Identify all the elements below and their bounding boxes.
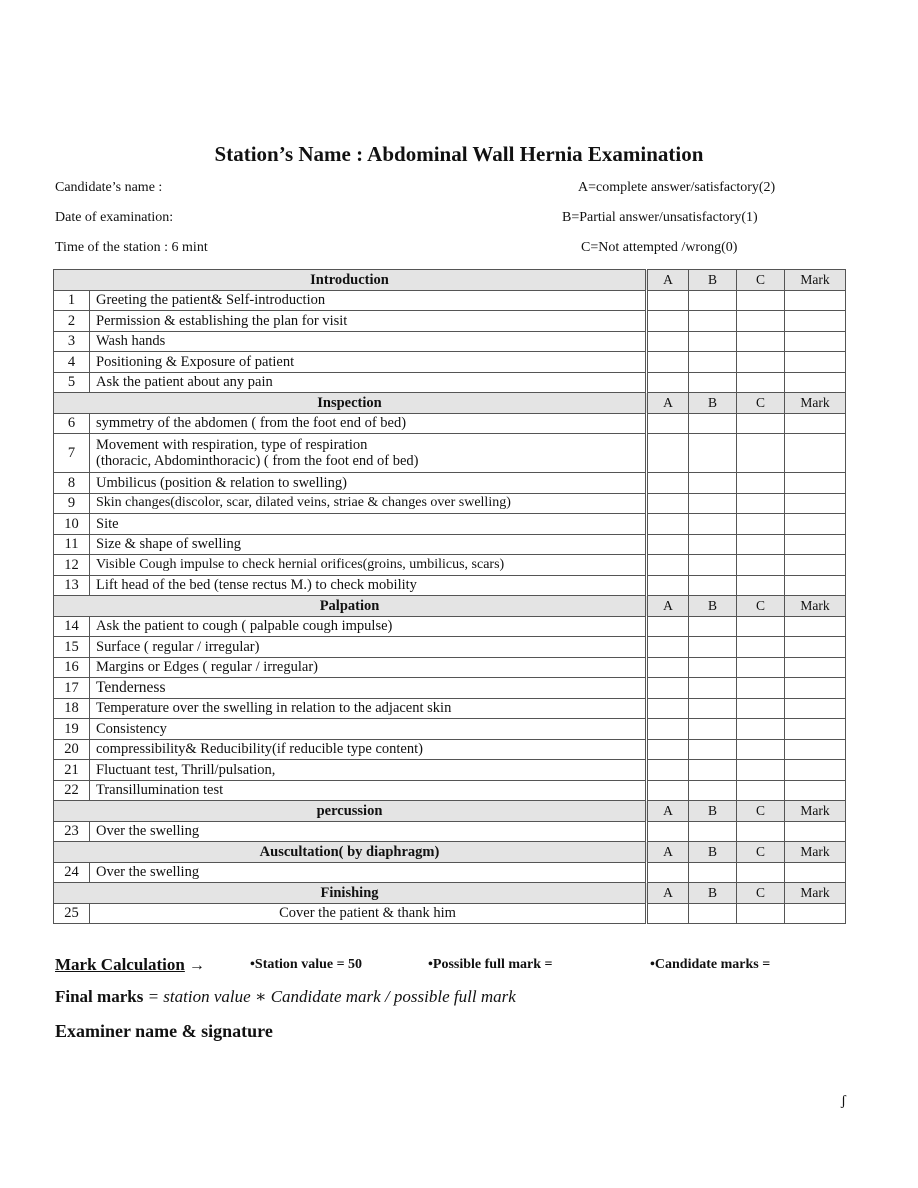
mark-cell[interactable] bbox=[785, 698, 846, 719]
mark-calculation bbox=[55, 955, 771, 975]
score-b-cell[interactable] bbox=[689, 331, 737, 352]
table-row bbox=[54, 862, 846, 883]
item-text: Lift head of the bed (tense rectus M.) to check mobility bbox=[90, 575, 647, 596]
table-row bbox=[54, 719, 846, 740]
item-number: 12 bbox=[54, 555, 90, 576]
score-b-cell[interactable] bbox=[689, 473, 737, 494]
candidate-marks: •Candidate marks = bbox=[650, 957, 771, 972]
col-b-header: B bbox=[689, 270, 737, 291]
item-number: 25 bbox=[54, 903, 90, 924]
item-text: Over the swelling bbox=[90, 862, 647, 883]
score-c-cell[interactable] bbox=[737, 352, 785, 373]
mark-cell[interactable] bbox=[785, 413, 846, 434]
table-row bbox=[54, 290, 846, 311]
table-row bbox=[54, 555, 846, 576]
item-number: 10 bbox=[54, 514, 90, 535]
mark-cell[interactable] bbox=[785, 719, 846, 740]
col-mark-header: Mark bbox=[785, 883, 846, 904]
col-mark-header: Mark bbox=[785, 393, 846, 414]
item-number: 14 bbox=[54, 616, 90, 637]
score-b-cell[interactable] bbox=[689, 311, 737, 332]
item-text-line-1: Movement with respiration, type of respiration bbox=[96, 437, 368, 453]
col-mark-header: Mark bbox=[785, 596, 846, 617]
score-b-cell[interactable] bbox=[689, 698, 737, 719]
item-text-multiline bbox=[90, 434, 647, 473]
mark-cell[interactable] bbox=[785, 493, 846, 514]
item-number: 1 bbox=[54, 290, 90, 311]
mark-cell[interactable] bbox=[785, 372, 846, 393]
col-c-header: C bbox=[737, 883, 785, 904]
score-a-cell[interactable] bbox=[647, 555, 689, 576]
item-number: 21 bbox=[54, 760, 90, 781]
score-c-cell[interactable] bbox=[737, 719, 785, 740]
page-mark: ʃ bbox=[841, 1093, 846, 1109]
mark-cell[interactable] bbox=[785, 616, 846, 637]
item-text: Surface ( regular / irregular) bbox=[90, 637, 647, 658]
mark-cell[interactable] bbox=[785, 862, 846, 883]
candidate-name-label: Candidate’s name : bbox=[55, 180, 163, 195]
item-text: Site bbox=[90, 514, 647, 535]
score-c-cell[interactable] bbox=[737, 657, 785, 678]
score-c-cell[interactable] bbox=[737, 514, 785, 535]
item-text: Skin changes(discolor, scar, dilated veins, striae & changes over swelling) bbox=[90, 493, 647, 514]
section-header-percussion bbox=[54, 801, 846, 822]
score-b-cell[interactable] bbox=[689, 514, 737, 535]
item-text: Transillumination test bbox=[90, 780, 647, 801]
col-c-header: C bbox=[737, 801, 785, 822]
col-mark-header: Mark bbox=[785, 270, 846, 291]
score-b-cell[interactable] bbox=[689, 555, 737, 576]
item-number: 11 bbox=[54, 534, 90, 555]
col-b-header: B bbox=[689, 842, 737, 863]
score-b-cell[interactable] bbox=[689, 413, 737, 434]
score-c-cell[interactable] bbox=[737, 372, 785, 393]
score-a-cell[interactable] bbox=[647, 413, 689, 434]
col-mark-header: Mark bbox=[785, 842, 846, 863]
item-number: 24 bbox=[54, 862, 90, 883]
item-text: Visible Cough impulse to check hernial orifices(groins, umbilicus, scars) bbox=[90, 555, 647, 576]
score-a-cell[interactable] bbox=[647, 637, 689, 658]
score-c-cell[interactable] bbox=[737, 903, 785, 924]
score-b-cell[interactable] bbox=[689, 719, 737, 740]
col-c-header: C bbox=[737, 596, 785, 617]
section-title: Finishing bbox=[54, 883, 647, 904]
section-title: Palpation bbox=[54, 596, 647, 617]
item-text: Size & shape of swelling bbox=[90, 534, 647, 555]
score-b-cell[interactable] bbox=[689, 372, 737, 393]
item-number: 5 bbox=[54, 372, 90, 393]
table-row bbox=[54, 331, 846, 352]
item-text: Cover the patient & thank him bbox=[90, 903, 647, 924]
item-number: 3 bbox=[54, 331, 90, 352]
table-row bbox=[54, 372, 846, 393]
score-c-cell[interactable] bbox=[737, 780, 785, 801]
score-a-cell[interactable] bbox=[647, 719, 689, 740]
item-text: Ask the patient to cough ( palpable cough impulse) bbox=[90, 616, 647, 637]
score-b-cell[interactable] bbox=[689, 739, 737, 760]
date-label: Date of examination: bbox=[55, 210, 174, 225]
table-row bbox=[54, 616, 846, 637]
score-c-cell[interactable] bbox=[737, 739, 785, 760]
grade-a-legend: A=complete answer/satisfactory(2) bbox=[578, 180, 776, 195]
score-c-cell[interactable] bbox=[737, 862, 785, 883]
mark-cell[interactable] bbox=[785, 903, 846, 924]
col-b-header: B bbox=[689, 596, 737, 617]
score-c-cell[interactable] bbox=[737, 290, 785, 311]
score-b-cell[interactable] bbox=[689, 616, 737, 637]
section-header-inspection bbox=[54, 393, 846, 414]
table-row bbox=[54, 575, 846, 596]
score-c-cell[interactable] bbox=[737, 493, 785, 514]
score-a-cell[interactable] bbox=[647, 352, 689, 373]
score-c-cell[interactable] bbox=[737, 473, 785, 494]
section-header-auscultation bbox=[54, 842, 846, 863]
time-label: Time of the station : 6 mint bbox=[55, 240, 208, 255]
table-row bbox=[54, 657, 846, 678]
mark-cell[interactable] bbox=[785, 331, 846, 352]
score-c-cell[interactable] bbox=[737, 575, 785, 596]
table-row bbox=[54, 698, 846, 719]
table-row bbox=[54, 780, 846, 801]
examiner-signature-label: Examiner name & signature bbox=[55, 1021, 273, 1041]
score-a-cell[interactable] bbox=[647, 903, 689, 924]
item-number: 13 bbox=[54, 575, 90, 596]
score-a-cell[interactable] bbox=[647, 311, 689, 332]
mark-cell[interactable] bbox=[785, 311, 846, 332]
score-b-cell[interactable] bbox=[689, 290, 737, 311]
score-c-cell[interactable] bbox=[737, 434, 785, 473]
item-text: Permission & establishing the plan for visit bbox=[90, 311, 647, 332]
table-row bbox=[54, 678, 846, 699]
item-text: Tenderness bbox=[90, 678, 647, 699]
item-number: 9 bbox=[54, 493, 90, 514]
score-a-cell[interactable] bbox=[647, 290, 689, 311]
score-b-cell[interactable] bbox=[689, 678, 737, 699]
mark-cell[interactable] bbox=[785, 678, 846, 699]
mark-cell[interactable] bbox=[785, 434, 846, 473]
col-c-header: C bbox=[737, 393, 785, 414]
mark-cell[interactable] bbox=[785, 780, 846, 801]
mark-cell[interactable] bbox=[785, 352, 846, 373]
item-number: 22 bbox=[54, 780, 90, 801]
table-row bbox=[54, 760, 846, 781]
mark-calculation-label: Mark Calculation bbox=[55, 955, 185, 974]
table-row bbox=[54, 514, 846, 535]
table-row bbox=[54, 739, 846, 760]
item-text: Consistency bbox=[90, 719, 647, 740]
score-b-cell[interactable] bbox=[689, 493, 737, 514]
grade-b-legend: B=Partial answer/unsatisfactory(1) bbox=[562, 210, 758, 225]
score-a-cell[interactable] bbox=[647, 657, 689, 678]
item-text-line-2: (thoracic, Abdominthoracic) ( from the foot end of bed) bbox=[96, 453, 419, 469]
table-row bbox=[54, 637, 846, 658]
item-text: Temperature over the swelling in relation to the adjacent skin bbox=[90, 698, 647, 719]
score-c-cell[interactable] bbox=[737, 331, 785, 352]
item-number: 4 bbox=[54, 352, 90, 373]
item-text: Margins or Edges ( regular / irregular) bbox=[90, 657, 647, 678]
item-text: Positioning & Exposure of patient bbox=[90, 352, 647, 373]
score-b-cell[interactable] bbox=[689, 903, 737, 924]
table-row bbox=[54, 434, 846, 473]
score-a-cell[interactable] bbox=[647, 514, 689, 535]
mark-cell[interactable] bbox=[785, 739, 846, 760]
col-b-header: B bbox=[689, 393, 737, 414]
score-a-cell[interactable] bbox=[647, 698, 689, 719]
mark-cell[interactable] bbox=[785, 290, 846, 311]
score-a-cell[interactable] bbox=[647, 434, 689, 473]
mark-cell[interactable] bbox=[785, 637, 846, 658]
mark-cell[interactable] bbox=[785, 555, 846, 576]
item-text: Ask the patient about any pain bbox=[90, 372, 647, 393]
col-mark-header: Mark bbox=[785, 801, 846, 822]
table-row bbox=[54, 903, 846, 924]
col-a-header: A bbox=[647, 883, 689, 904]
mark-cell[interactable] bbox=[785, 657, 846, 678]
station-value: •Station value = 50 bbox=[250, 957, 363, 972]
grade-c-legend: C=Not attempted /wrong(0) bbox=[581, 240, 738, 255]
score-c-cell[interactable] bbox=[737, 413, 785, 434]
col-c-header: C bbox=[737, 270, 785, 291]
item-number: 6 bbox=[54, 413, 90, 434]
table-row bbox=[54, 821, 846, 842]
item-number: 7 bbox=[54, 434, 90, 473]
col-a-header: A bbox=[647, 596, 689, 617]
score-a-cell[interactable] bbox=[647, 331, 689, 352]
score-a-cell[interactable] bbox=[647, 493, 689, 514]
col-b-header: B bbox=[689, 883, 737, 904]
score-c-cell[interactable] bbox=[737, 678, 785, 699]
score-c-cell[interactable] bbox=[737, 760, 785, 781]
section-header-finishing bbox=[54, 883, 846, 904]
section-header-palpation bbox=[54, 596, 846, 617]
item-number: 20 bbox=[54, 739, 90, 760]
item-text: Umbilicus (position & relation to swelling) bbox=[90, 473, 647, 494]
score-b-cell[interactable] bbox=[689, 352, 737, 373]
score-a-cell[interactable] bbox=[647, 534, 689, 555]
mark-cell[interactable] bbox=[785, 575, 846, 596]
mark-cell[interactable] bbox=[785, 534, 846, 555]
mark-cell[interactable] bbox=[785, 760, 846, 781]
col-a-header: A bbox=[647, 842, 689, 863]
item-number: 17 bbox=[54, 678, 90, 699]
item-text: Over the swelling bbox=[90, 821, 647, 842]
item-text: compressibility& Reducibility(if reducible type content) bbox=[90, 739, 647, 760]
item-number: 19 bbox=[54, 719, 90, 740]
item-number: 16 bbox=[54, 657, 90, 678]
col-a-header: A bbox=[647, 270, 689, 291]
table-row bbox=[54, 534, 846, 555]
col-a-header: A bbox=[647, 393, 689, 414]
score-c-cell[interactable] bbox=[737, 698, 785, 719]
col-b-header: B bbox=[689, 801, 737, 822]
score-a-cell[interactable] bbox=[647, 821, 689, 842]
checklist-table bbox=[53, 269, 846, 924]
col-c-header: C bbox=[737, 842, 785, 863]
arrow-icon: → bbox=[188, 957, 205, 974]
score-a-cell[interactable] bbox=[647, 616, 689, 637]
item-text: Fluctuant test, Thrill/pulsation, bbox=[90, 760, 647, 781]
score-b-cell[interactable] bbox=[689, 575, 737, 596]
score-b-cell[interactable] bbox=[689, 821, 737, 842]
item-text: Wash hands bbox=[90, 331, 647, 352]
table-row bbox=[54, 493, 846, 514]
page-title: Station’s Name : Abdominal Wall Hernia Examination bbox=[214, 142, 704, 166]
table-row bbox=[54, 311, 846, 332]
col-a-header: A bbox=[647, 801, 689, 822]
table-row bbox=[54, 413, 846, 434]
table-row bbox=[54, 352, 846, 373]
score-a-cell[interactable] bbox=[647, 739, 689, 760]
score-b-cell[interactable] bbox=[689, 862, 737, 883]
score-b-cell[interactable] bbox=[689, 434, 737, 473]
section-title: Auscultation( by diaphragm) bbox=[54, 842, 647, 863]
mark-cell[interactable] bbox=[785, 473, 846, 494]
final-marks-equation: = station value ∗ Candidate mark / possible full mark bbox=[143, 987, 516, 1006]
score-b-cell[interactable] bbox=[689, 534, 737, 555]
final-marks-label: Final marks bbox=[55, 987, 144, 1006]
score-c-cell[interactable] bbox=[737, 616, 785, 637]
score-b-cell[interactable] bbox=[689, 760, 737, 781]
mark-cell[interactable] bbox=[785, 821, 846, 842]
score-a-cell[interactable] bbox=[647, 862, 689, 883]
score-a-cell[interactable] bbox=[647, 678, 689, 699]
table-row bbox=[54, 473, 846, 494]
item-number: 23 bbox=[54, 821, 90, 842]
section-title: Inspection bbox=[54, 393, 647, 414]
score-a-cell[interactable] bbox=[647, 372, 689, 393]
item-number: 18 bbox=[54, 698, 90, 719]
score-a-cell[interactable] bbox=[647, 760, 689, 781]
item-text: Greeting the patient& Self-introduction bbox=[90, 290, 647, 311]
item-number: 8 bbox=[54, 473, 90, 494]
section-title: Introduction bbox=[54, 270, 647, 291]
mark-cell[interactable] bbox=[785, 514, 846, 535]
possible-full-mark: •Possible full mark = bbox=[428, 957, 553, 972]
item-text: symmetry of the abdomen ( from the foot end of bed) bbox=[90, 413, 647, 434]
score-a-cell[interactable] bbox=[647, 780, 689, 801]
score-b-cell[interactable] bbox=[689, 780, 737, 801]
score-a-cell[interactable] bbox=[647, 575, 689, 596]
score-c-cell[interactable] bbox=[737, 821, 785, 842]
score-b-cell[interactable] bbox=[689, 637, 737, 658]
score-a-cell[interactable] bbox=[647, 473, 689, 494]
score-b-cell[interactable] bbox=[689, 657, 737, 678]
section-header-introduction bbox=[54, 270, 846, 291]
item-number: 15 bbox=[54, 637, 90, 658]
score-c-cell[interactable] bbox=[737, 555, 785, 576]
item-number: 2 bbox=[54, 311, 90, 332]
score-c-cell[interactable] bbox=[737, 534, 785, 555]
score-c-cell[interactable] bbox=[737, 311, 785, 332]
final-marks-formula bbox=[55, 987, 516, 1007]
score-c-cell[interactable] bbox=[737, 637, 785, 658]
section-title: percussion bbox=[54, 801, 647, 822]
